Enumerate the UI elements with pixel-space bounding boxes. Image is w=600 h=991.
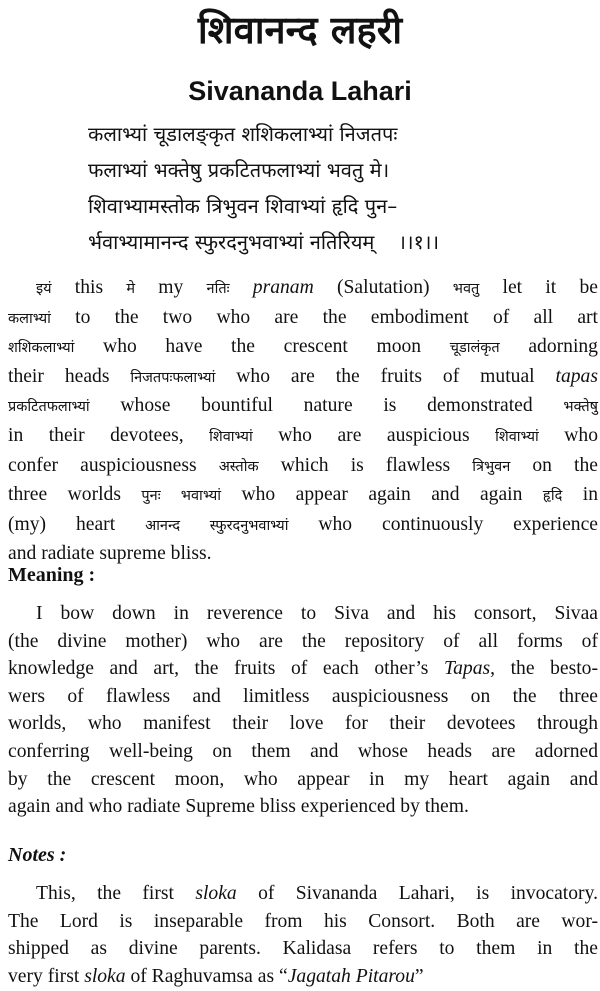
text-run: ” [414, 965, 424, 987]
sanskrit-term: कलाभ्यां [8, 310, 51, 327]
text-run: to the two who are the embodiment of all art [50, 306, 598, 328]
text-line [8, 274, 598, 304]
meaning-heading: Meaning : [8, 564, 96, 586]
text-line: shipped as divine parents. Kalidasa refers to them in the [8, 938, 598, 960]
text-run: who [538, 424, 598, 446]
text-run: whose bountiful nature is demonstrated [89, 395, 564, 417]
meaning-paragraph [8, 600, 598, 821]
verse-number: ।।१।। [398, 230, 440, 254]
text-line: I bow down in reverence to Siva and his consort, Sivaa [36, 603, 598, 624]
text-run: this [51, 277, 127, 298]
title-devanagari: शिवानन्द लहरी [197, 8, 403, 52]
italic-term: Jagatah Pitarou [287, 965, 415, 987]
text-run: who have the crescent moon [74, 336, 450, 358]
text-run: who are the fruits of mutual [215, 365, 556, 387]
text-run: (Salutation) [313, 277, 453, 298]
sanskrit-term: त्रिभुवन [472, 458, 511, 475]
notes-heading: Notes : [8, 844, 67, 866]
sanskrit-term: हृदि [542, 488, 563, 505]
verse-line-4-text: र्भवाभ्यामानन्द स्फुरदनुभवाभ्यां नतिरियम् [88, 230, 375, 254]
sanskrit-term: शिवाभ्यां [495, 428, 539, 445]
text-run: of Sivananda Lahari, is invocatory. [236, 883, 598, 904]
text-line [8, 511, 598, 541]
verse-line-3: शिवाभ्यामस्तोक त्रिभुवन शिवाभ्यां हृदि पुन– [88, 194, 398, 218]
sanskrit-term: प्रकटितफलाभ्यां [8, 399, 90, 416]
text-line [8, 333, 598, 363]
sanskrit-term: मे [126, 281, 136, 297]
verse-line-2: फलाभ्यां भक्तेषु प्रकटितफलाभ्यां भवतु मे। [88, 158, 390, 182]
text-run: who appear again and again [221, 484, 543, 506]
text-line: wers of flawless and limitless auspiciousness on the three [8, 685, 598, 707]
text-run: on the [510, 454, 598, 476]
text-line [8, 655, 598, 683]
text-run: confer auspiciousness [8, 454, 219, 476]
text-line [8, 363, 598, 393]
text-line: again and who radiate Supreme bliss experienced by them. [8, 796, 469, 818]
text-run: This, the first [36, 883, 196, 904]
text-line [8, 452, 598, 482]
italic-term: pranam [229, 277, 314, 298]
text-line [8, 392, 598, 422]
text-line [8, 540, 598, 568]
text-line [8, 422, 598, 452]
text-run: , the besto- [490, 658, 598, 680]
text-line [8, 963, 598, 991]
text-run: who continuously experience [288, 513, 598, 535]
verse-line-1: कलाभ्यां चूडालङ्कृत शशिकलाभ्यां निजतपः [88, 122, 398, 146]
italic-term: sloka [195, 883, 237, 904]
sanskrit-term: निजतपःफलाभ्यां [130, 369, 216, 386]
text-run: let it be [479, 277, 598, 298]
text-run: knowledge and art, the fruits of each other’s [8, 658, 444, 680]
text-line: by the crescent moon, who appear in my heart again and [8, 768, 598, 790]
sanskrit-term: शशिकलाभ्यां [8, 340, 75, 357]
word-gloss-paragraph [8, 274, 598, 568]
verse-line-4 [88, 224, 578, 260]
text-line [8, 880, 598, 908]
sanskrit-term: भवतु [452, 281, 480, 297]
text-run: three worlds [8, 484, 142, 506]
text-run: in their devotees, [8, 424, 210, 446]
sanskrit-term: नतिः [206, 281, 230, 297]
italic-term: tapas [555, 365, 598, 387]
italic-term: Tapas [444, 658, 491, 680]
sanskrit-term: इयं [36, 281, 52, 297]
text-line: (the divine mother) who are the repository of all forms of [8, 630, 598, 652]
text-run: of Raghuvamsa as “ [125, 965, 288, 987]
sanskrit-term: भक्तेषु [563, 399, 598, 416]
sanskrit-term: अस्तोक [218, 458, 259, 475]
text-line [8, 481, 598, 511]
text-run: who are auspicious [252, 424, 496, 446]
text-run: (my) heart [8, 513, 146, 535]
text-line: worlds, who manifest their love for their devotees through [8, 713, 598, 735]
text-run: their heads [8, 365, 131, 387]
sanskrit-term: चूडालंकृत [449, 340, 500, 357]
title-english: Sivananda Lahari [188, 76, 412, 106]
sanskrit-term: पुनः भवाभ्यां [141, 488, 222, 505]
text-run: very first [8, 965, 85, 987]
text-line: The Lord is inseparable from his Consort. Both are wor- [8, 910, 598, 932]
text-run: my [135, 277, 207, 298]
sanskrit-term: शिवाभ्यां [209, 428, 253, 445]
text-run: and radiate supreme bliss. [8, 543, 212, 565]
notes-paragraph [8, 880, 598, 990]
text-line: conferring well-being on them and whose heads are adorned [8, 740, 598, 762]
italic-term: sloka [84, 965, 126, 987]
text-line [8, 304, 598, 334]
text-run: adorning [499, 336, 598, 358]
sanskrit-term: आनन्द स्फुरदनुभवाभ्यां [145, 517, 289, 534]
text-run: in [562, 484, 599, 506]
text-run: which is flawless [258, 454, 473, 476]
